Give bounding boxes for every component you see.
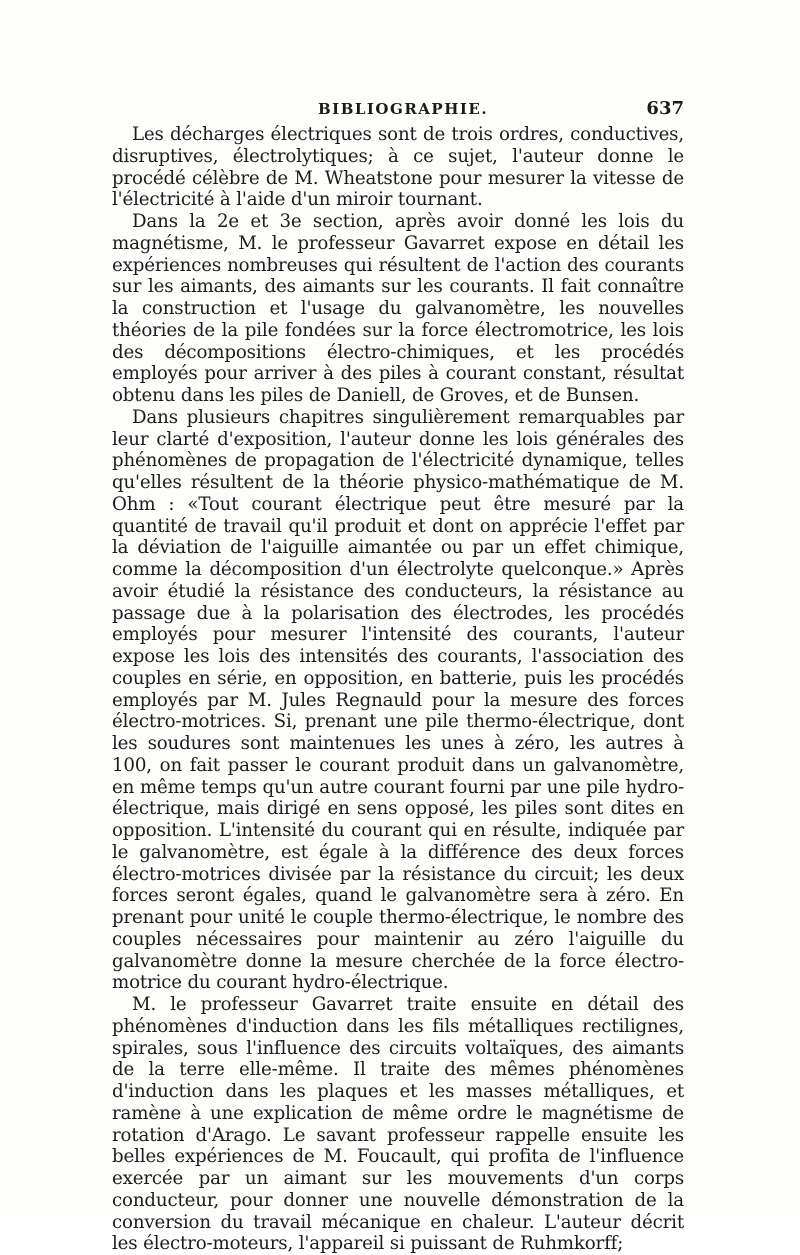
body-text: [112, 124, 684, 1255]
paragraph: Dans plusieurs chapitres singulièrement remarquables par leur clarté d'exposition, l'auteur donne les lois générales des phénomènes de propagation de l'électricité dynamique, telles qu'elles résultent de la théorie physico-mathématique de M. Ohm : «Tout courant électrique peut être mesuré par la quantité de travail qu'il produit et dont on apprécie l'effet par la déviation de l'aiguille aimantée ou par un effet chimique, comme la décomposition d'un électrolyte quelconque.» Après avoir étudié la résistance des conducteurs, la résistance au passage due à la polarisation des électrodes, les procédés employés pour mesurer l'intensité des courants, l'auteur expose les lois des intensités des courants, l'association des couples en série, en opposition, en batterie, puis les procédés employés par M. Jules Regnauld pour la mesure des forces électro-motrices. Si, prenant une pile thermo-électrique, dont les soudures sont maintenues les unes à zéro, les autres à 100, on fait passer le courant produit dans un galvanomètre, en même temps qu'un autre courant fourni par une pile hydro-électrique, mais dirigé en sens opposé, les piles sont dites en opposition. L'intensité du courant qui en résulte, indiquée par le galvanomètre, est égale à la différence des deux forces électro-motrices divisée par la résistance du circuit; les deux forces seront égales, quand le galvanomètre sera à zéro. En prenant pour unité le couple thermo-électrique, le nombre des couples nécessaires pour maintenir au zéro l'aiguille du galvanomètre donne la mesure cherchée de la force électro-motrice du courant hydro-électrique.: [112, 406, 684, 994]
paragraph: M. le professeur Gavarret traite ensuite en détail des phénomènes d'induction dans les fils métalliques rectilignes, spirales, sous l'influence des circuits voltaïques, des aimants de la terre elle-même. Il traite des mêmes phénomènes d'induction dans les plaques et les masses métalliques, et ramène à une explication de même ordre le magnétisme de rotation d'Arago. Le savant professeur rappelle ensuite les belles expériences de M. Foucault, qui profita de l'influence exercée par un aimant sur les mouvements d'un corps conducteur, pour donner une nouvelle démonstration de la conversion du travail mécanique en chaleur. L'auteur décrit les électro-moteurs, l'appareil si puissant de Ruhmkorff;: [112, 994, 684, 1255]
page-number: 637: [646, 98, 684, 119]
paragraph: Dans la 2e et 3e section, après avoir donné les lois du magnétisme, M. le professeur Gavarret expose en détail les expériences nombreuses qui résultent de l'action des courants sur les aimants, des aimants sur les courants. Il fait connaître la construction et l'usage du galvanomètre, les nouvelles théories de la pile fondées sur la force électromotrice, les lois des décompositions électro-chimiques, et les procédés employés pour arriver à des piles à courant constant, résultat obtenu dans les piles de Daniell, de Groves, et de Bunsen.: [112, 211, 684, 406]
paragraph: Les décharges électriques sont de trois ordres, conductives, disruptives, électrolytiques; à ce sujet, l'auteur donne le procédé célèbre de M. Wheatstone pour mesurer la vitesse de l'électricité à l'aide d'un miroir tournant.: [112, 124, 684, 211]
page-header: [112, 100, 684, 124]
running-head: BIBLIOGRAPHIE.: [318, 100, 489, 118]
